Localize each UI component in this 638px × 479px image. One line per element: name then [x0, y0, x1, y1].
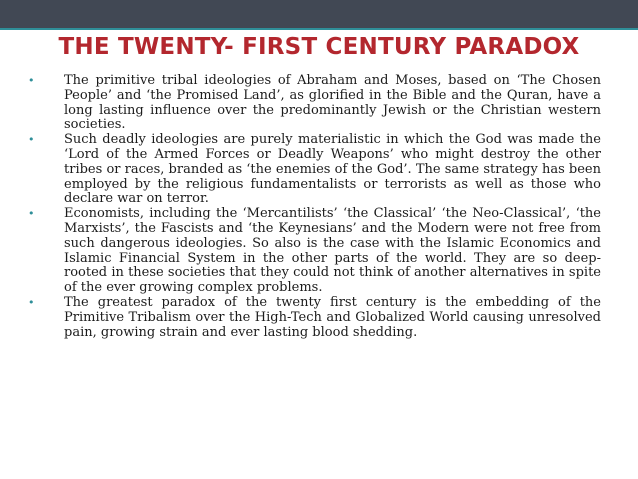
slide-title: THE TWENTY- FIRST CENTURY PARADOX [58, 34, 580, 60]
bullet-dot-icon: • [28, 207, 35, 221]
bullet-item [28, 296, 601, 340]
bullet-dot-icon: • [28, 74, 35, 87]
bullet-item [28, 74, 601, 133]
bullet-list [28, 74, 601, 340]
bullet-dot-icon: • [28, 295, 35, 309]
bullet-item [28, 133, 601, 207]
bullet-text: Such deadly ideologies are purely materialistic in which the God was made the ‘Lord of the Armed Forces or Deadly Weapons’ who might destroy the other tribes or races, branded as ‘the enemies of the God’. The same strategy has been employed by the religious fundamentalists or terrorists as well as those who declare war on terror. [64, 132, 601, 207]
bullet-dot-icon: • [28, 133, 35, 147]
header-accent-line [0, 28, 638, 30]
top-header-bar [0, 0, 638, 28]
bullet-item [28, 207, 601, 296]
bullet-text: Economists, including the ‘Mercantilists’ ‘the Classical’ ‘the Neo-Classical’, ‘the Marxists’, the Fascists and ‘the Keynesians’ and the Modern were not free from such dangerous ideologies. So also is the case with the Islamic Economics and Islamic Financial System in the other parts of the world. They are so deep-rooted in these societies that they could not think of another alternatives in spite of the ever growing complex problems. [64, 206, 601, 296]
bullet-text: The greatest paradox of the twenty first century is the embedding of the Primitive Tribalism over the High-Tech and Globalized World causing unresolved pain, growing strain and ever lasting blood shedding. [64, 294, 601, 340]
bullet-text: The primitive tribal ideologies of Abraham and Moses, based on ‘The Chosen People’ and ‘the Promised Land’, as glorified in the Bible and the Quran, have a long lasting influence over the predominantly Jewish or the Christian western societies. [64, 73, 601, 133]
